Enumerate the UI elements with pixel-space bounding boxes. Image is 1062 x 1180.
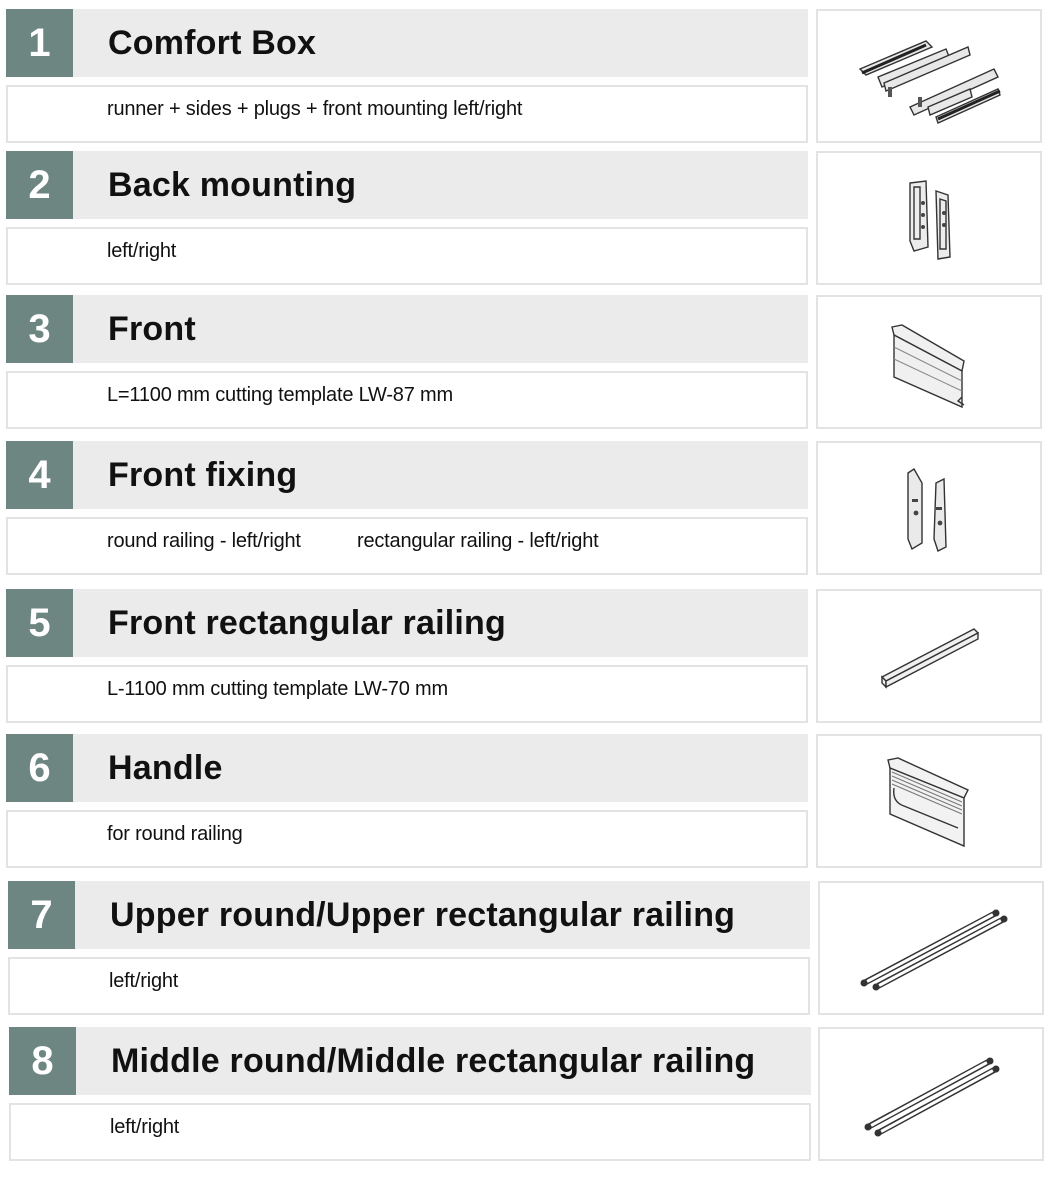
- item-description: L-1100 mm cutting template LW-70 mm: [107, 678, 448, 700]
- product-row-6: [0, 732, 1062, 870]
- item-title-bar: [73, 734, 808, 802]
- product-row-8: [0, 1025, 1062, 1163]
- item-description-box: [6, 665, 808, 723]
- round-rails-pair-icon: [820, 1029, 1042, 1159]
- item-number-badge: 5: [6, 589, 73, 657]
- item-title: Front: [108, 310, 196, 348]
- item-number-badge: 3: [6, 295, 73, 363]
- product-row-2: [0, 149, 1062, 287]
- item-description: runner + sides + plugs + front mounting left/right: [107, 98, 523, 120]
- item-title-bar: [73, 441, 808, 509]
- comfort-box-drawer-kit-icon: [818, 11, 1040, 141]
- item-number-badge: 8: [9, 1027, 76, 1095]
- item-title-bar: [73, 9, 808, 77]
- item-description: left/right: [110, 1116, 180, 1138]
- item-number-badge: 2: [6, 151, 73, 219]
- item-description-secondary: rectangular railing - left/right: [357, 530, 599, 552]
- item-image-box: [816, 9, 1042, 143]
- item-image-box: [816, 734, 1042, 868]
- item-description: L=1100 mm cutting template LW-87 mm: [107, 384, 453, 406]
- round-rails-pair-icon: [820, 883, 1042, 1013]
- item-description-box: [6, 810, 808, 868]
- item-title: Upper round/Upper rectangular railing: [110, 896, 736, 934]
- item-title-bar: [75, 881, 810, 949]
- item-description: left/right: [107, 240, 177, 262]
- product-row-7: [0, 879, 1062, 1017]
- item-title: Handle: [108, 749, 223, 787]
- product-row-1: [0, 7, 1062, 145]
- product-row-4: [0, 439, 1062, 577]
- item-title: Back mounting: [108, 166, 357, 204]
- item-description-box: [6, 371, 808, 429]
- item-image-box: [816, 441, 1042, 575]
- item-description-box: [6, 517, 808, 575]
- item-image-box: [816, 151, 1042, 285]
- item-title: Front rectangular railing: [108, 604, 506, 642]
- item-title-bar: [73, 295, 808, 363]
- item-number-badge: 7: [8, 881, 75, 949]
- item-title-bar: [73, 151, 808, 219]
- front-panel-icon: [818, 297, 1040, 427]
- item-number-badge: 4: [6, 441, 73, 509]
- product-row-5: [0, 587, 1062, 725]
- item-image-box: [816, 589, 1042, 723]
- item-title: Front fixing: [108, 456, 298, 494]
- front-fixing-brackets-icon: [818, 443, 1040, 573]
- item-title-bar: [76, 1027, 811, 1095]
- item-number-badge: 1: [6, 9, 73, 77]
- product-row-3: [0, 293, 1062, 431]
- item-title: Middle round/Middle rectangular railing: [111, 1042, 756, 1080]
- item-image-box: [818, 1027, 1044, 1161]
- rectangular-railing-bar-icon: [818, 591, 1040, 721]
- item-image-box: [818, 881, 1044, 1015]
- handle-profile-icon: [818, 736, 1040, 866]
- item-number-badge: 6: [6, 734, 73, 802]
- item-image-box: [816, 295, 1042, 429]
- item-title-bar: [73, 589, 808, 657]
- back-mounting-brackets-icon: [818, 153, 1040, 283]
- item-description: for round railing: [107, 823, 243, 845]
- item-description-box: [9, 1103, 811, 1161]
- item-description: left/right: [109, 970, 179, 992]
- item-description-box: [8, 957, 810, 1015]
- item-description: round railing - left/right: [107, 530, 301, 552]
- item-description-box: [6, 85, 808, 143]
- item-description-box: [6, 227, 808, 285]
- item-title: Comfort Box: [108, 24, 317, 62]
